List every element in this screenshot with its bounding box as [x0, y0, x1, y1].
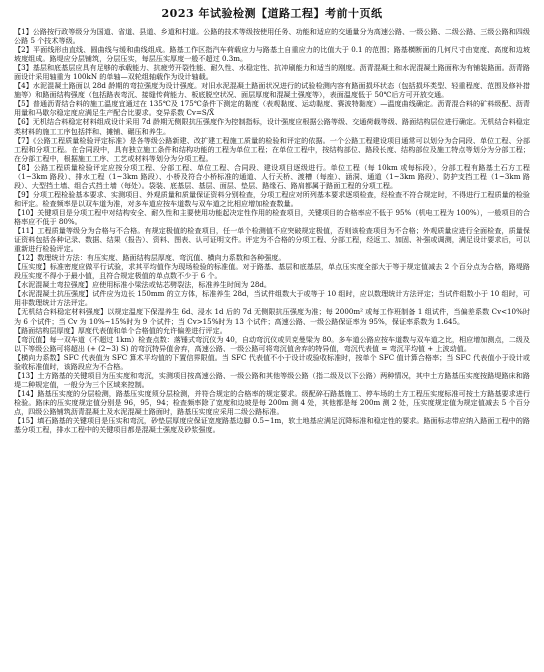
entry-5: 【5】普通沥青结合料的施工温度宜通过在 135℃及 175℃条件下测定的黏度（表观黏度、运动黏度、赛波特黏度）—温度曲线确定。沥青混合料的矿料级配、沥青用量和马歇尔稳定度应满足生产配合比要求。变异系数 Cv=S/X̄	[14, 99, 530, 118]
entry-7: 【7】《公路工程质量检验评定标准》是各等级公路新建、改扩建工程施工质量的检验和评定的依据。一个公路工程建设项目通常可以划分为合同段、单位工程、分部工程和分项工程。在合同段中，具有独立施工条件和结构功能的工程为单位工程；在单位工程中，按结构部位、路段长度、结构部位及施工特点等划分为分部工程；在分部工程中，根据施工工序、工艺或材料等划分为分项工程。	[14, 135, 530, 163]
entry-14: 【14】路基压实度的分层检测，路基压实度须分层检测，并符合规定的合格率的规定要求。级配碎石路基施工、停车场的土方工程压实度标准可按土方路基要求进行检验。路床的压实度规定值分别是 96，95，94；检查频率除了宽度和边坡是每 200m 测 4 处，其他都是每 200m 测 2 处，压实度规定值为规定值减去 5 个百分点，四级公路铺筑沥青混凝土及水泥混凝土路面时，路基压实度应采用二级公路标准。	[14, 388, 530, 416]
entry-stabilized-material: 【无机结合料稳定材料强度】以规定温度下保湿养生 6d、浸水 1d 后的 7d 无侧限抗压强度为准；每 2000m² 或每工作班制备 1 组试件，当偏差系数 Cv<10%时为 6 个试件；当 Cv 为 10%~15%时为 9 个试件；当 Cv>15%时为 13 个试件；高速公路、一级公路保证率为 95%，保证率系数为 1.645。	[14, 307, 530, 326]
entry-deflection: 【弯沉值】每一双车道（不超过 1km）检查点数：落锤式弯沉仪为 40，自动弯沉仪或贝克曼梁为 80。多车道公路应按车道数与双车道之比，相应增加测点，二级及以下等级公路可将超出 (+ (2~3) S) 的弯沉特异值舍弃，高速公路、一级公路可将弯沉值舍弃的特异值，弯沉代表值 = 弯沉平均值 + 上波动值。	[14, 334, 530, 353]
entry-15: 【15】填石路基的关键项目是压实和弯沉，砂垫层厚度应保证宽度路基边脚 0.5~1m，软土地基应满足沉降标准和稳定性的要求。路面标志带应纳入路面工程中的路基分项工程，排水工程中的关键项目都是混凝土强度及砂浆强度。	[14, 416, 530, 435]
entry-list	[14, 27, 530, 434]
entry-4: 【4】水泥混凝土路面以 28d 龄期的弯拉强度为设计强度。对旧水泥混凝土路面状况进行的试验检测内容有路面损坏状态（包括损坏类型、轻重程度、范围及修补措施等）和路面结构强度（包括路表弯沉、接缝传荷能力、板底脱空状况、面层厚度和混凝土强度等），表面温度低于 50℃后方可开放交通。	[14, 81, 530, 100]
entry-8: 【8】公路工程质量检验评定应按分项工程、分部工程、单位工程、合同段、建设项目逐级进行。单位工程（每 10km 或每标段），分部工程有路基土石方工程（1~3km 路段）、排水工程（1~3km 路段）、小桥及符合小桥标准的通道、人行天桥、渡槽（每座）、涵洞、通道（1~3km 路段）、防护支挡工程（1~3km 路段）、大型挡土墙、组合式挡土墙（每处）。袋装、底基层、基层、面层、垫层、路缘石、路肩都属于路面工程的分项工程。	[14, 162, 530, 190]
entry-layer-thickness: 【路面结构层厚度】厚度代表值和单个合格值的允许偏差进行评定。	[14, 325, 227, 335]
entry-9: 【9】分项工程检验基本要求、实测项目、外观质量和质量保证资料分别检查，分项工程应对所列基本要求逐项检查，经检查不符合规定时，不得进行工程质量的检验和评定。检查频率是以双车道为准，对多车道应按车道数与双车道之比相应增加检查数量。	[14, 189, 530, 208]
entry-compaction: 【压实度】标准密度应做平行试验，求其平均值作为现场检验的标准值。对于路基、基层和底基层，单点压实度全部大于等于规定值减去 2 个百分点为合格，路堤路段压实度不得小于最小值，且符合规定极值的单点数不少于 6 个。	[14, 262, 530, 281]
entry-11: 【11】工程质量等级分为合格与不合格。有规定极值的检查项目，任一单个检测值不应突破规定极值，否则该检查项目为不合格；外观质量应进行全面检查，质量保证资料包括各种记录、数据、结果（报告）、资料、图表、认可证明文件。评定为不合格的分项工程、分部工程，经返工、加固、补强或调测，满足设计要求后，可以重新进行检验评定。	[14, 226, 530, 254]
entry-sfc: 【横向力系数】SFC 代表值为 SFC 算术平均值的下置信界限值。当 SFC 代表值不小于设计或验收标准时，按单个 SFC 值计算合格率；当 SFC 代表值小于设计或验收标准值时，该路段应为不合格。	[14, 352, 530, 371]
document-title: 2023 年试验检测【道路工程】考前十页纸	[161, 7, 383, 20]
entry-13: 【13】土方路基的关键项目为压实度和弯沉，实测项目按高速公路、一级公路和其他等级公路（指二级及以下公路）两种情况，其中土方路基压实度按路堤路床和路堤二种规定值，一般分为三个区域来控制。	[14, 370, 530, 389]
entry-1: 【1】公路按行政等级分为国道、省道、县道、乡道和村道。公路的技术等级按使用任务、功能和适应的交通量分为高速公路、一级公路、二级公路、三级公路和四级公路 5 个技术等级。	[14, 27, 530, 46]
entry-2: 【2】平面线形由直线、圆曲线与缓和曲线组成。路基工作区指汽车荷载应力与路基土自重应力的比值大于 0.1 的范围；路基横断面的几何尺寸由宽度、高度和边坡坡度组成。路堤应分层铺筑，分层压实，每层压实厚度一般不超过 0.3m。	[14, 45, 530, 64]
entry-12: 【12】数理统计方法：有压实度、路面结构层厚度、弯沉值、横向力系数和各种强度。	[14, 253, 286, 263]
entry-3: 【3】基层和底基层应具有足够的承载能力、抗疲劳开裂性能、耐久性、水稳定性、抗冲刷能力和适当的刚度。沥青混凝土和水泥混凝土路面称为有铺装路面。沥青路面设计采用轴重为 100kN 的单轴—双轮组轴载作为设计轴载。	[14, 63, 530, 82]
entry-flexural-strength: 【水泥混凝土弯拉强度】应使用标准小梁法或钻芯劈裂法，标准养生时间为 28d。	[14, 280, 272, 290]
entry-10: 【10】关键项目是分项工程中对结构安全、耐久性和主要使用功能起决定性作用的检查项目，关键项目的合格率应不低于 95%（机电工程为 100%），一般项目的合格率应不低于 80%。	[14, 207, 530, 226]
entry-compressive-strength: 【水泥混凝土抗压强度】试件应为边长 150mm 的立方体，标准养生 28d，当试件组数大于或等于 10 组时，应以数理统计方法评定；当试件组数小于 10 组时，可用非数理统计方法评定。	[14, 289, 530, 308]
entry-6: 【6】无机结合料稳定材料组成设计采用 7d 龄期无侧限抗压强度作为控制指标，设计强度应根据公路等级、交通荷载等级、路面结构层位进行确定。无机结合料稳定类材料的施工工序包括拌和、摊铺、碾压和养生。	[14, 117, 530, 136]
